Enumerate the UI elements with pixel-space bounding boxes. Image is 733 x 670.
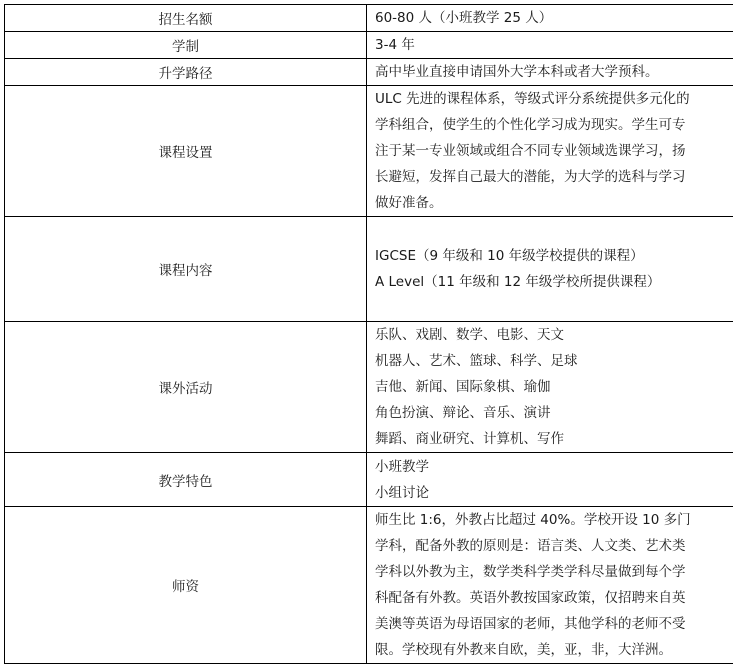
value-line: 小班教学	[375, 458, 429, 475]
value-line: 科配备有外教。英语外教按国家政策，仅招聘来自英	[375, 590, 686, 606]
table-row	[5, 59, 733, 86]
value-line: IGCSE（9 年级和 10 年级学校提供的课程）	[375, 248, 644, 264]
value-line: ULC 先进的课程体系，等级式评分系统提供多元化的	[375, 91, 690, 107]
row-label: 教学特色	[5, 453, 367, 507]
table-row	[5, 86, 733, 217]
table-row	[5, 217, 733, 322]
value-line: 学科，配备外教的原则是：语言类、人文类、艺术类	[375, 538, 686, 554]
value-line: 角色扮演、辩论、音乐、演讲	[375, 405, 551, 421]
table-row	[5, 453, 733, 507]
row-label: 学制	[5, 32, 367, 59]
row-label: 课外活动	[5, 322, 367, 453]
row-value	[367, 217, 733, 322]
value-line: 高中毕业直接申请国外大学本科或者大学预科。	[375, 64, 659, 80]
row-label: 招生名额	[5, 5, 367, 32]
value-line: 60-80 人（小班教学 25 人）	[375, 10, 553, 26]
table-row	[5, 5, 733, 32]
value-line: 师生比 1:6，外教占比超过 40%。学校开设 10 多门	[375, 512, 691, 528]
row-value	[367, 507, 733, 664]
row-value	[367, 322, 733, 453]
value-line: 乐队、戏剧、数学、电影、天文	[375, 327, 564, 343]
row-value	[367, 59, 733, 86]
value-line: 美澳等英语为母语国家的老师，其他学科的老师不受	[375, 616, 686, 632]
row-value	[367, 453, 733, 507]
value-line: 学科以外教为主，数学类科学类学科尽量做到每个学	[375, 564, 686, 580]
value-line: 注于某一专业领域或组合不同专业领域选课学习，扬	[375, 143, 686, 159]
value-line: 吉他、新闻、国际象棋、瑜伽	[375, 379, 551, 395]
value-line: 舞蹈、商业研究、计算机、写作	[375, 431, 564, 447]
row-label: 课程设置	[5, 86, 367, 217]
row-label: 升学路径	[5, 59, 367, 86]
value-line: 机器人、艺术、篮球、科学、足球	[375, 353, 578, 369]
value-line: 长避短，发挥自己最大的潜能，为大学的选科与学习	[375, 169, 686, 185]
value-line: 小组讨论	[375, 484, 429, 501]
row-value	[367, 32, 733, 59]
table-row	[5, 32, 733, 59]
value-line: 限。学校现有外教来自欧，美，亚，非，大洋洲。	[375, 642, 672, 658]
table-row	[5, 507, 733, 664]
row-value	[367, 86, 733, 217]
table-row	[5, 322, 733, 453]
value-line: 做好准备。	[375, 195, 443, 211]
value-line: 3-4 年	[375, 37, 415, 53]
row-label: 师资	[5, 507, 367, 664]
value-line: A Level（11 年级和 12 年级学校所提供课程）	[375, 274, 661, 290]
info-table	[4, 4, 733, 664]
row-value	[367, 5, 733, 32]
row-label: 课程内容	[5, 217, 367, 322]
value-line: 学科组合，使学生的个性化学习成为现实。学生可专	[375, 117, 686, 133]
